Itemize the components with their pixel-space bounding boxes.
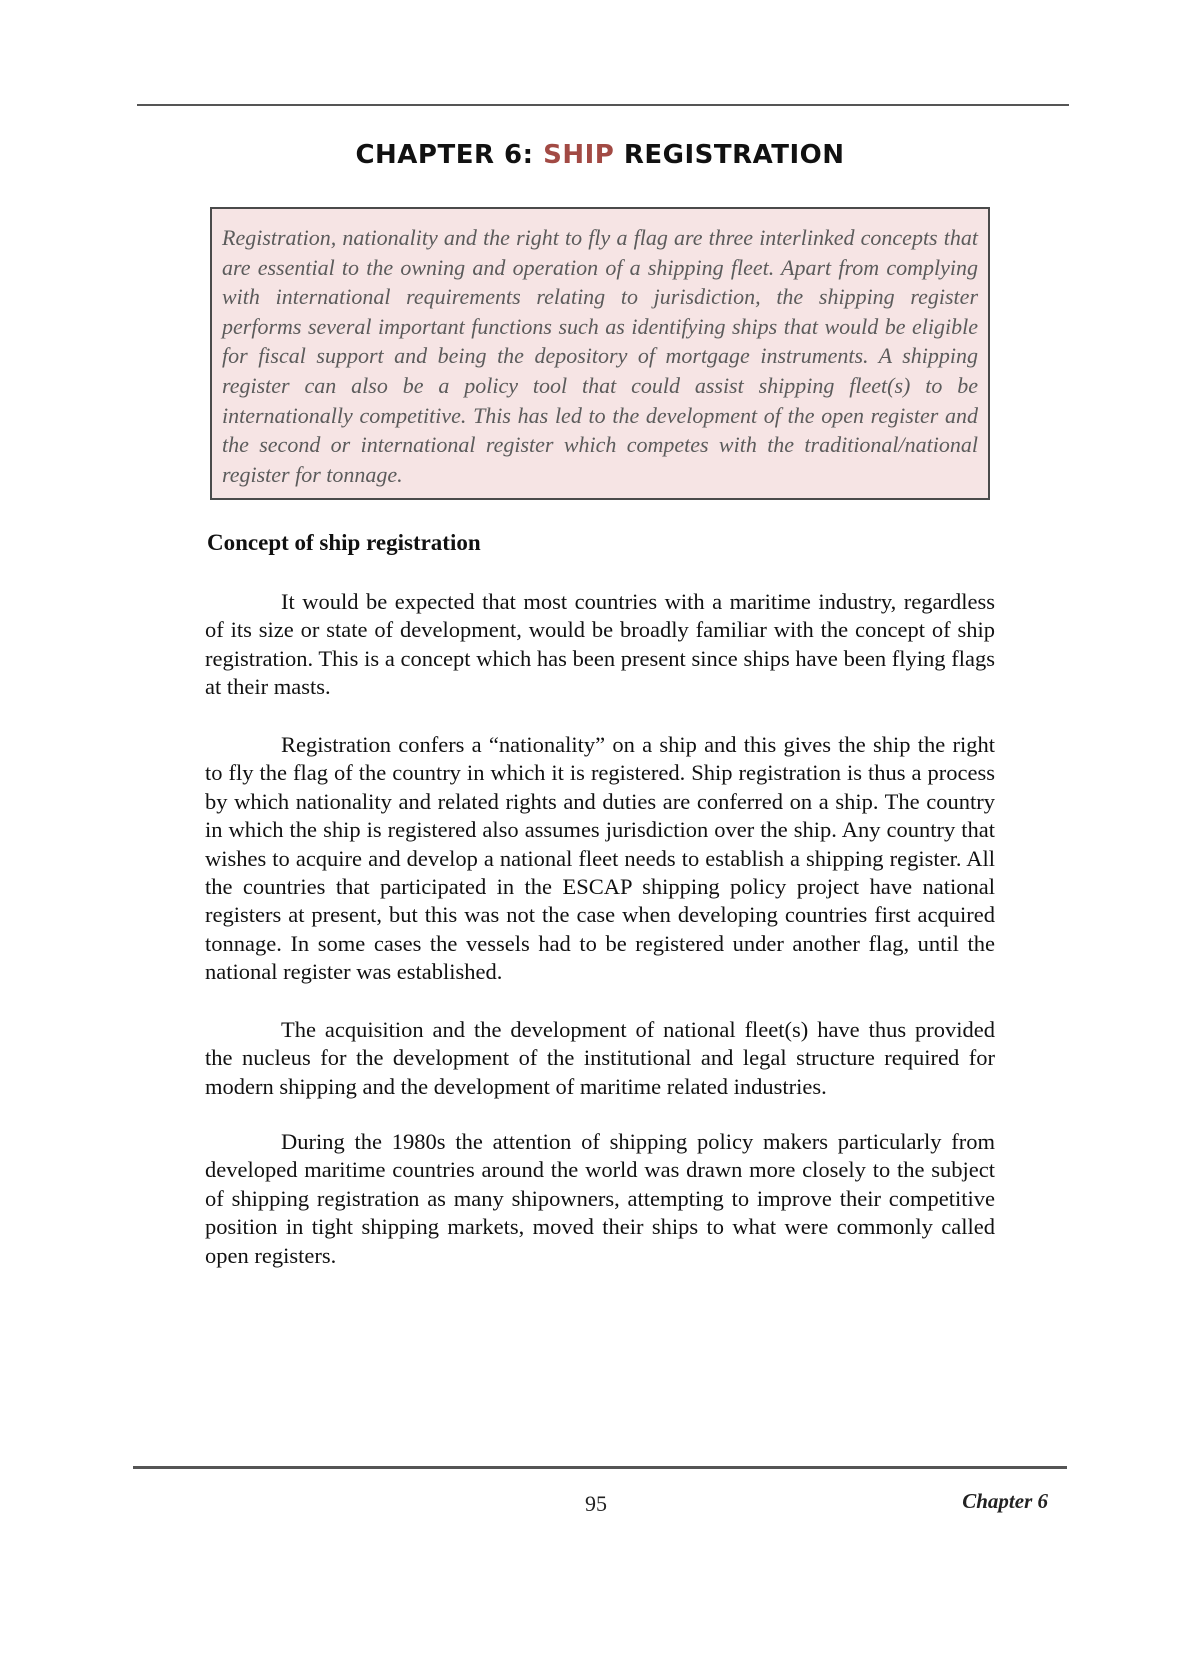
running-footer-title: Chapter 6 <box>962 1489 1048 1513</box>
body-paragraph-3: The acquisition and the development of national fleet(s) have thus provided the nucleus for the development of the institutional and legal structure required for modern shipping and the development of maritime related industries. <box>205 1017 995 1099</box>
chapter-title-accent: SHIP <box>543 140 615 170</box>
chapter-title-prefix: CHAPTER 6: <box>355 140 544 170</box>
chapter-title <box>0 140 1200 170</box>
page-number: 95 <box>585 1491 607 1516</box>
chapter-title-rest: REGISTRATION <box>614 140 845 170</box>
section-heading: Concept of ship registration <box>207 530 481 555</box>
body-paragraph-4: During the 1980s the attention of shipping policy makers particularly from developed maritime countries around the world was drawn more closely to the subject of shipping registration as many shipowners, attempting to improve their competitive position in tight shipping markets, moved their ships to what were commonly called open registers. <box>205 1129 995 1268</box>
chapter-abstract-box <box>210 207 990 500</box>
body-paragraph-1: It would be expected that most countries with a maritime industry, regardless of its size or state of development, would be broadly familiar with the concept of ship registration. This is a concept which has been present since ships have been flying flags at their masts. <box>205 589 995 700</box>
footer-rule <box>133 1466 1067 1469</box>
body-paragraph-2: Registration confers a “nationality” on a ship and this gives the ship the right to fly the flag of the country in which it is registered. Ship registration is thus a process by which nationality and related rights and duties are conferred on a ship. The country in which the ship is registered also assumes jurisdiction over the ship. Any country that wishes to acquire and develop a national fleet needs to establish a shipping register. All the countries that participated in the ESCAP shipping policy project have national registers at present, but this was not the case when developing countries first acquired tonnage. In some cases the vessels had to be registered under another flag, until the national register was established. <box>205 732 995 985</box>
header-rule <box>137 104 1069 106</box>
chapter-abstract-text: Registration, nationality and the right to fly a flag are three interlinked concepts that are essential to the owning and operation of a shipping fleet. Apart from complying with international requirements relating to jurisdiction, the shipping register performs several important functions such as identifying ships that would be eligible for fiscal support and being the depository of mortgage instruments. A shipping register can also be a policy tool that could assist shipping fleet(s) to be internationally competitive. This has led to the development of the open register and the second or international register which competes with the traditional/national register for tonnage. <box>222 225 978 487</box>
